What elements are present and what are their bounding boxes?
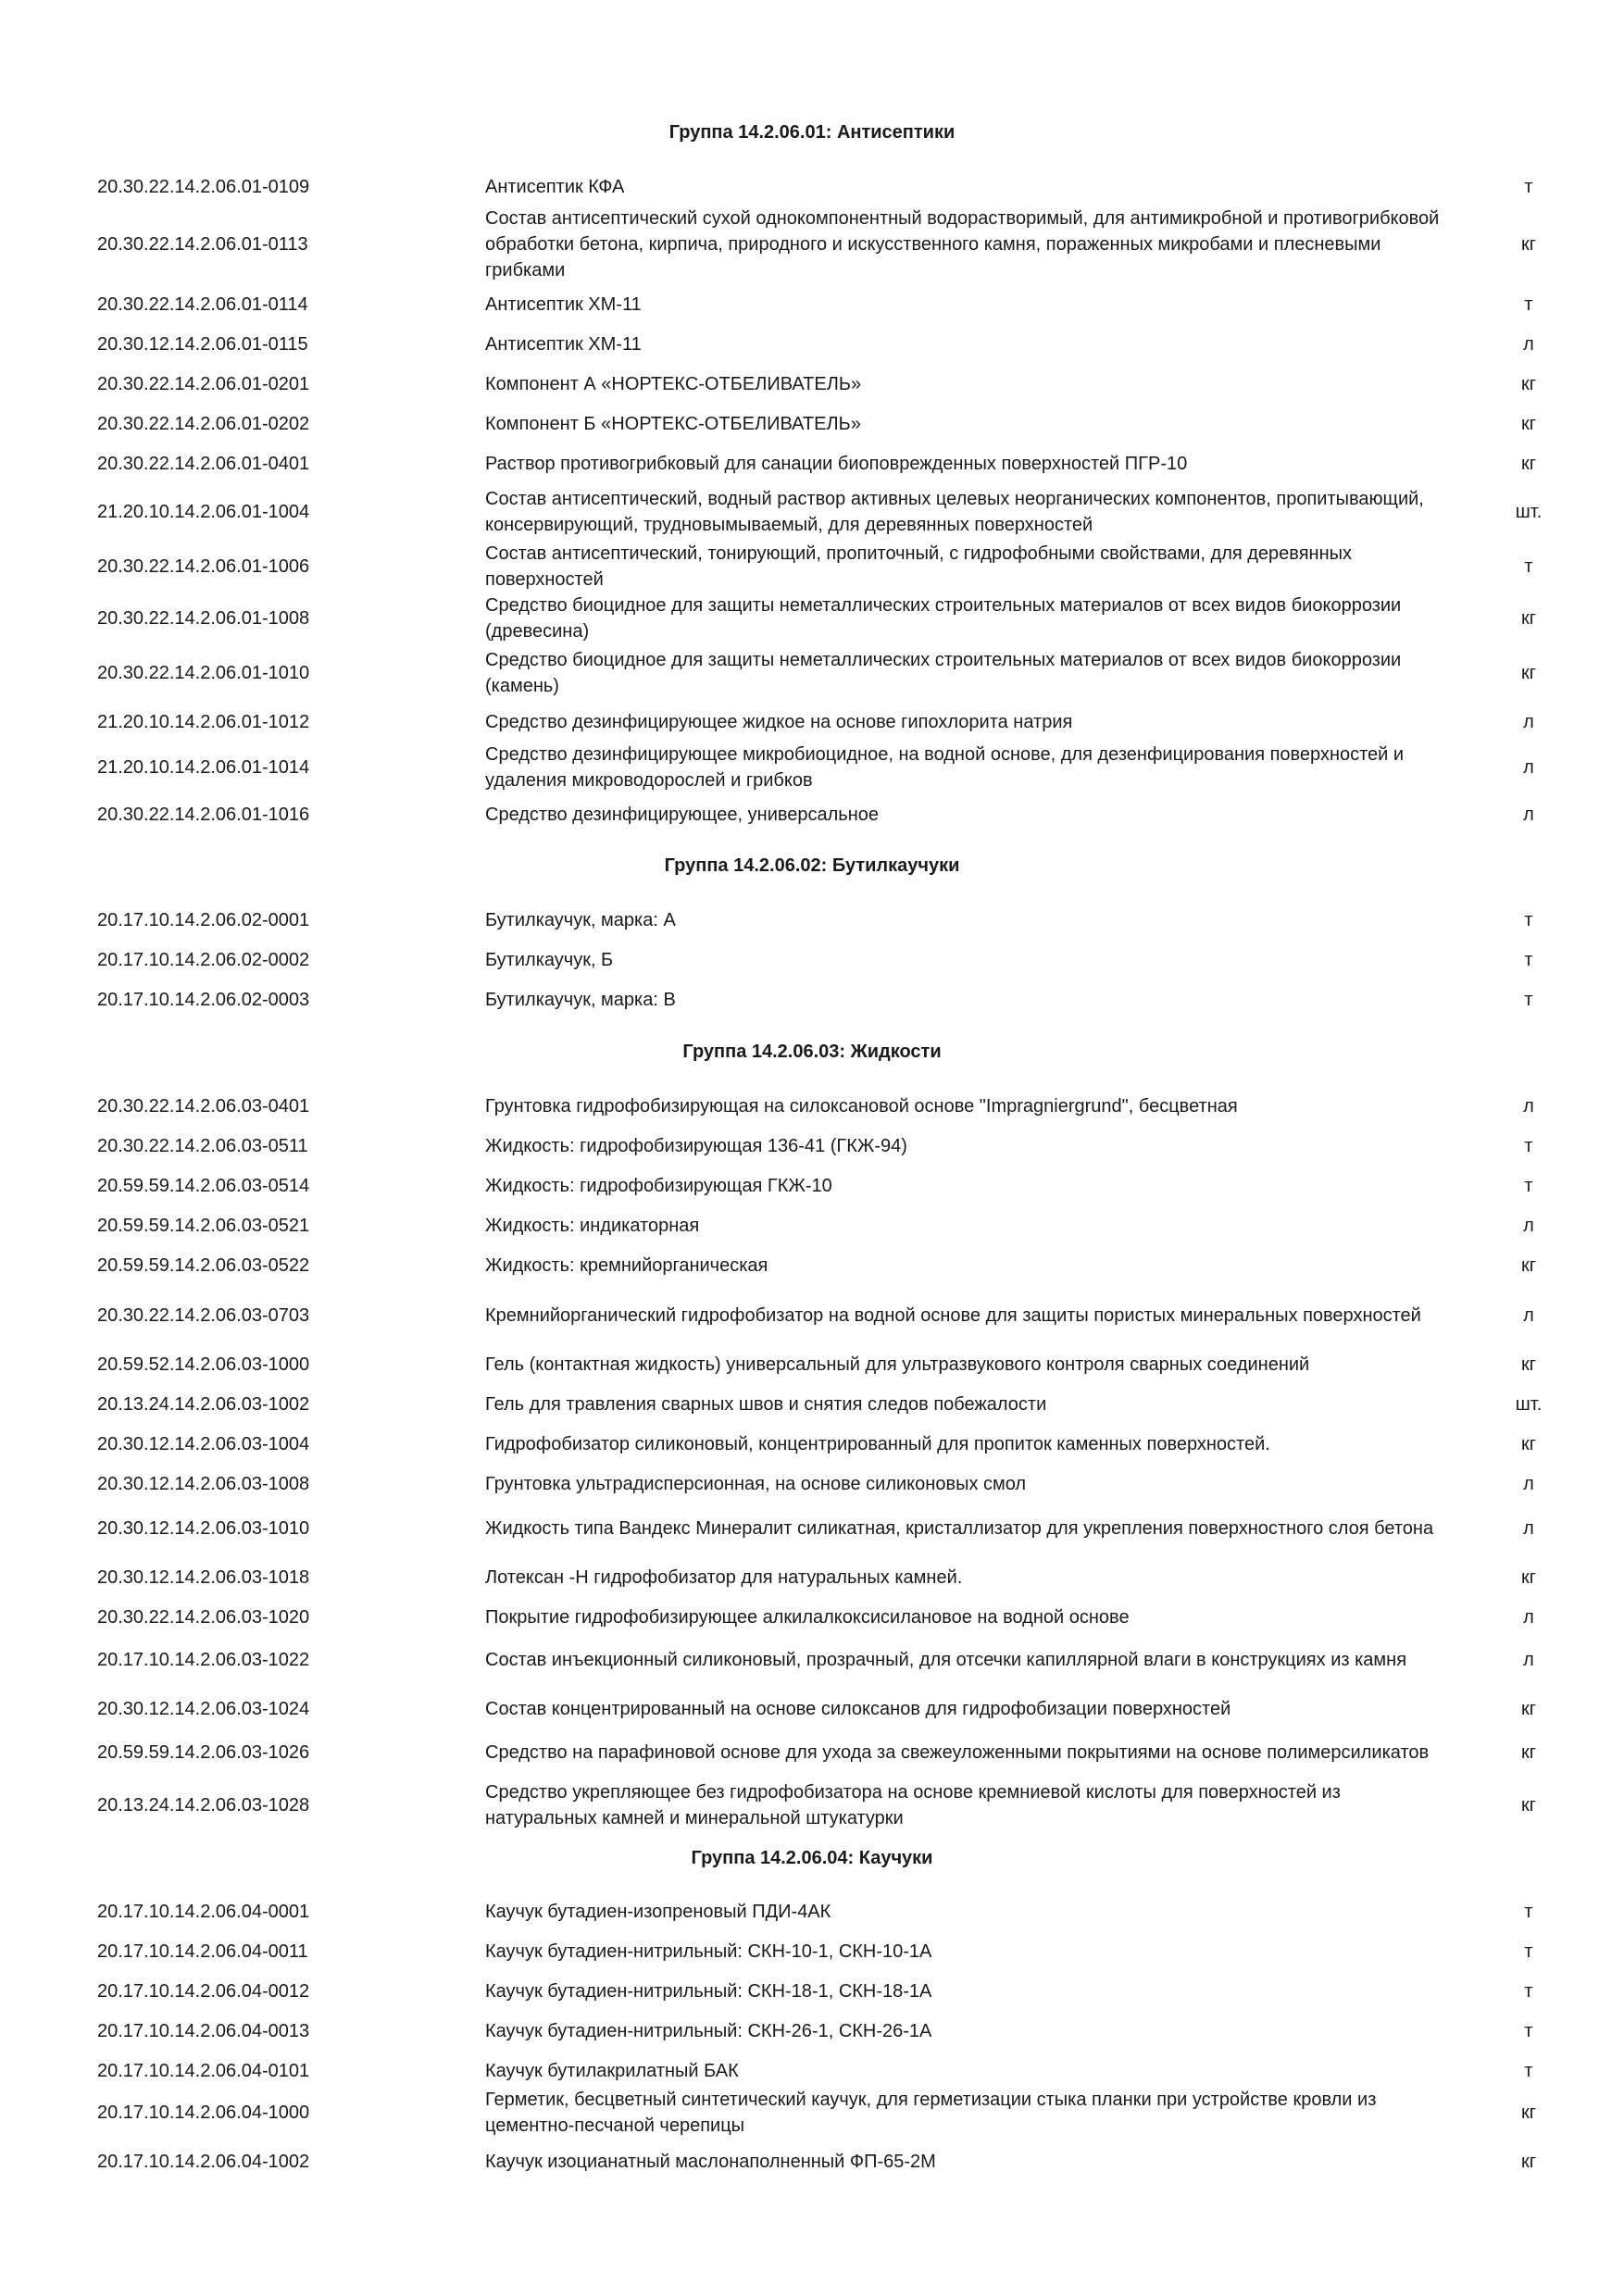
- row-unit: кг: [1520, 2103, 1537, 2123]
- table-row: [0, 1391, 1624, 1417]
- row-unit: т: [1524, 294, 1533, 315]
- row-code: 20.17.10.14.2.06.04-1000: [97, 2103, 310, 2123]
- row-name: Состав инъекционный силиконовый, прозрачный, для отсечки капиллярной влаги в конструкциях из камня: [485, 1650, 1407, 1670]
- table-row: [0, 451, 1624, 477]
- row-unit: кг: [1520, 1567, 1537, 1588]
- row-code: 20.59.59.14.2.06.03-0521: [97, 1216, 310, 1236]
- row-name: Состав антисептический, тонирующий, пропиточный, с гидрофобными свойствами, для деревянных поверхностей: [485, 543, 1352, 590]
- row-name: Каучук бутадиен-нитрильный: СКН-10-1, СКН-10-1А: [485, 1941, 932, 1962]
- row-code: 20.30.22.14.2.06.01-0201: [97, 374, 310, 394]
- row-unit: л: [1523, 757, 1534, 778]
- row-unit: кг: [1520, 1699, 1537, 1719]
- row-unit: кг: [1520, 1795, 1537, 1816]
- row-name: Состав концентрированный на основе силоксанов для гидрофобизации поверхностей: [485, 1699, 1231, 1719]
- row-code: 20.30.12.14.2.06.03-1024: [97, 1699, 310, 1719]
- row-code: 21.20.10.14.2.06.01-1012: [97, 712, 310, 732]
- row-code: 20.17.10.14.2.06.04-0101: [97, 2061, 310, 2081]
- row-name: Жидкость типа Вандекс Минералит силикатная, кристаллизатор для укрепления поверхностного слоя бетона: [485, 1518, 1434, 1539]
- row-name: Средство дезинфицирующее микробиоцидное, на водной основе, для дезенфицирования поверхностей и удаления микроводорослей и грибков: [485, 744, 1405, 791]
- row-code: 20.30.12.14.2.06.03-1004: [97, 1434, 310, 1454]
- row-code: 20.59.59.14.2.06.03-0514: [97, 1176, 310, 1196]
- row-unit: кг: [1520, 1354, 1537, 1375]
- row-code: 21.20.10.14.2.06.01-1004: [97, 502, 310, 522]
- row-name: Компонент Б «НОРТЕКС-ОТБЕЛИВАТЕЛЬ»: [485, 414, 861, 434]
- table-row: [0, 1939, 1624, 1965]
- row-name: Гидрофобизатор силиконовый, концентрированный для пропиток каменных поверхностей.: [485, 1434, 1270, 1454]
- table-row: [0, 802, 1624, 828]
- row-unit: кг: [1520, 2152, 1537, 2172]
- row-name: Компонент А «НОРТЕКС-ОТБЕЛИВАТЕЛЬ»: [485, 374, 862, 394]
- row-unit: т: [1524, 910, 1533, 930]
- row-code: 20.17.10.14.2.06.02-0003: [97, 990, 310, 1010]
- row-code: 20.30.22.14.2.06.01-0401: [97, 454, 310, 474]
- row-name: Антисептик ХМ-11: [485, 334, 642, 355]
- table-row: [0, 331, 1624, 357]
- row-code: 20.13.24.14.2.06.03-1028: [97, 1795, 310, 1816]
- row-code: 20.59.59.14.2.06.03-0522: [97, 1255, 310, 1276]
- row-name: Герметик, бесцветный синтетический каучук, для герметизации стыка планки при устройстве кровли из цементно-песчаной черепицы: [485, 2090, 1377, 2136]
- table-row: [0, 1604, 1624, 1630]
- row-unit: кг: [1520, 234, 1537, 255]
- row-code: 20.59.52.14.2.06.03-1000: [97, 1354, 310, 1375]
- row-name: Состав антисептический сухой однокомпонентный водорастворимый, для антимикробной и противогрибковой обработки бетона, кирпича, природного и искусственного камня, пораженных микробами и плесневыми грибками: [485, 208, 1440, 281]
- row-unit: шт.: [1515, 1394, 1543, 1415]
- row-name: Бутилкаучук, марка: В: [485, 990, 676, 1010]
- row-code: 20.30.22.14.2.06.01-0113: [97, 234, 308, 255]
- row-unit: шт.: [1515, 502, 1543, 522]
- table-row: [0, 1978, 1624, 2004]
- table-row: [0, 1565, 1624, 1591]
- row-unit: т: [1524, 1981, 1533, 2002]
- row-name: Кремнийорганический гидрофобизатор на водной основе для защиты пористых минеральных поверхностей: [485, 1305, 1421, 1326]
- row-name: Каучук бутадиен-нитрильный: СКН-26-1, СКН-26-1А: [485, 2021, 932, 2041]
- row-name: Средство дезинфицирующее, универсальное: [485, 805, 880, 825]
- row-unit: т: [1524, 2061, 1533, 2081]
- row-code: 20.13.24.14.2.06.03-1002: [97, 1394, 310, 1415]
- row-unit: кг: [1520, 608, 1537, 629]
- section-title: Группа 14.2.06.02: Бутилкаучуки: [664, 855, 960, 876]
- row-code: 20.17.10.14.2.06.04-0001: [97, 1902, 310, 1922]
- table-row: [0, 371, 1624, 397]
- row-code: 20.30.22.14.2.06.01-1006: [97, 556, 310, 577]
- table-row: [0, 292, 1624, 318]
- table-row: [0, 1727, 1624, 1778]
- row-code: 20.30.22.14.2.06.01-1016: [97, 805, 310, 825]
- row-unit: кг: [1520, 663, 1537, 683]
- row-name: Средство на парафиновой основе для ухода за свежеуложенными покрытиями на основе полимерсиликатов: [485, 1742, 1430, 1763]
- table-row: [0, 1899, 1624, 1925]
- section-title: Группа 14.2.06.01: Антисептики: [668, 122, 956, 143]
- row-name: Жидкость: гидрофобизирующая ГКЖ-10: [485, 1176, 832, 1196]
- row-unit: л: [1523, 1518, 1534, 1539]
- table-row: [0, 2058, 1624, 2084]
- row-unit: кг: [1520, 1742, 1537, 1763]
- row-name: Антисептик КФА: [485, 177, 625, 197]
- row-code: 20.30.22.14.2.06.01-0202: [97, 414, 310, 434]
- table-row: [0, 1634, 1624, 1686]
- table-row: [0, 742, 1624, 793]
- row-unit: т: [1524, 2021, 1533, 2041]
- row-unit: кг: [1520, 454, 1537, 474]
- table-row: [0, 1352, 1624, 1378]
- row-unit: л: [1523, 1650, 1534, 1670]
- table-row: [0, 1431, 1624, 1457]
- table-row: [0, 2018, 1624, 2044]
- row-code: 20.30.22.14.2.06.03-0401: [97, 1096, 310, 1117]
- row-code: 20.30.12.14.2.06.01-0115: [97, 334, 308, 355]
- row-name: Покрытие гидрофобизирующее алкилалкоксисилановое на водной основе: [485, 1607, 1130, 1628]
- table-row: [0, 987, 1624, 1013]
- row-unit: т: [1524, 1941, 1533, 1962]
- row-name: Гель (контактная жидкость) универсальный для ультразвукового контроля сварных соединений: [485, 1354, 1310, 1375]
- row-code: 20.30.12.14.2.06.03-1018: [97, 1567, 310, 1588]
- row-name: Гель для травления сварных швов и снятия следов побежалости: [485, 1394, 1047, 1415]
- row-code: 20.30.22.14.2.06.01-1008: [97, 608, 310, 629]
- row-code: 20.17.10.14.2.06.04-0013: [97, 2021, 310, 2041]
- row-name: Грунтовка гидрофобизирующая на силоксановой основе "Impragniergrund", бесцветная: [485, 1096, 1238, 1117]
- row-unit: т: [1524, 1176, 1533, 1196]
- table-row: [0, 486, 1624, 538]
- table-row: [0, 647, 1624, 699]
- row-unit: т: [1524, 950, 1533, 970]
- row-unit: л: [1523, 1216, 1534, 1236]
- table-row: [0, 2087, 1624, 2139]
- row-name: Антисептик ХМ-11: [485, 294, 642, 315]
- row-name: Грунтовка ультрадисперсионная, на основе силиконовых смол: [485, 1474, 1027, 1494]
- row-name: Лотексан -Н гидрофобизатор для натуральных камней.: [485, 1567, 963, 1588]
- row-code: 20.17.10.14.2.06.04-0012: [97, 1981, 310, 2002]
- row-code: 20.30.22.14.2.06.03-0511: [97, 1136, 308, 1156]
- section-title: Группа 14.2.06.04: Каучуки: [691, 1848, 933, 1868]
- row-code: 20.17.10.14.2.06.04-0011: [97, 1941, 308, 1962]
- row-unit: л: [1523, 1607, 1534, 1628]
- row-name: Каучук изоцианатный маслонаполненный ФП-65-2М: [485, 2152, 936, 2172]
- table-row: [0, 1290, 1624, 1341]
- row-name: Бутилкаучук, марка: А: [485, 910, 676, 930]
- table-row: [0, 1133, 1624, 1159]
- row-unit: л: [1523, 1474, 1534, 1494]
- row-unit: л: [1523, 805, 1534, 825]
- row-unit: л: [1523, 334, 1534, 355]
- table-row: [0, 593, 1624, 644]
- row-name: Жидкость: индикаторная: [485, 1216, 700, 1236]
- table-row: [0, 1093, 1624, 1119]
- row-unit: кг: [1520, 414, 1537, 434]
- table-row: [0, 1213, 1624, 1239]
- row-code: 20.30.22.14.2.06.03-0703: [97, 1305, 310, 1326]
- row-unit: т: [1524, 556, 1533, 577]
- row-code: 20.30.22.14.2.06.03-1020: [97, 1607, 310, 1628]
- row-unit: кг: [1520, 1434, 1537, 1454]
- row-code: 20.17.10.14.2.06.02-0001: [97, 910, 310, 930]
- row-name: Каучук бутадиен-изопреновый ПДИ-4АК: [485, 1902, 831, 1922]
- table-row: [0, 1471, 1624, 1497]
- table-row: [0, 947, 1624, 973]
- table-row: [0, 1253, 1624, 1279]
- table-row: [0, 1696, 1624, 1722]
- row-unit: т: [1524, 177, 1533, 197]
- table-row: [0, 1779, 1624, 1831]
- row-name: Средство биоцидное для защиты неметаллических строительных материалов от всех видов биокоррозии (древесина): [485, 595, 1402, 642]
- row-name: Жидкость: гидрофобизирующая 136-41 (ГКЖ-94): [485, 1136, 907, 1156]
- row-code: 20.59.59.14.2.06.03-1026: [97, 1742, 310, 1763]
- row-name: Средство дезинфицирующее жидкое на основе гипохлорита натрия: [485, 712, 1073, 732]
- row-unit: т: [1524, 1902, 1533, 1922]
- table-row: [0, 709, 1624, 735]
- row-unit: т: [1524, 990, 1533, 1010]
- row-name: Жидкость: кремнийорганическая: [485, 1255, 768, 1276]
- table-row: [0, 411, 1624, 437]
- row-unit: л: [1523, 712, 1534, 732]
- row-unit: кг: [1520, 1255, 1537, 1276]
- table-row: [0, 907, 1624, 933]
- row-unit: т: [1524, 1136, 1533, 1156]
- row-name: Каучук бутилакрилатный БАК: [485, 2061, 739, 2081]
- section-title: Группа 14.2.06.03: Жидкости: [682, 1042, 942, 1062]
- row-code: 20.17.10.14.2.06.02-0002: [97, 950, 310, 970]
- table-row: [0, 1503, 1624, 1554]
- table-row: [0, 541, 1624, 593]
- row-unit: л: [1523, 1305, 1534, 1326]
- row-code: 20.30.22.14.2.06.01-0114: [97, 294, 308, 315]
- row-code: 20.30.22.14.2.06.01-0109: [97, 177, 310, 197]
- row-name: Бутилкаучук, Б: [485, 950, 614, 970]
- table-row: [0, 1173, 1624, 1199]
- row-name: Каучук бутадиен-нитрильный: СКН-18-1, СКН-18-1А: [485, 1981, 932, 2002]
- row-name: Состав антисептический, водный раствор активных целевых неорганических компонентов, пропитывающий, консервирующий, трудновымываемый, для деревянных поверхностей: [485, 489, 1424, 535]
- table-row: [0, 174, 1624, 200]
- row-code: 20.17.10.14.2.06.04-1002: [97, 2152, 310, 2172]
- row-name: Средство укрепляющее без гидрофобизатора на основе кремниевой кислоты для поверхностей из натуральных камней и минеральной штукатурки: [485, 1782, 1341, 1828]
- table-row: [0, 2149, 1624, 2175]
- row-code: 20.30.12.14.2.06.03-1010: [97, 1518, 310, 1539]
- row-unit: л: [1523, 1096, 1534, 1117]
- row-code: 20.17.10.14.2.06.03-1022: [97, 1650, 310, 1670]
- row-code: 20.30.12.14.2.06.03-1008: [97, 1474, 310, 1494]
- row-code: 21.20.10.14.2.06.01-1014: [97, 757, 310, 778]
- row-code: 20.30.22.14.2.06.01-1010: [97, 663, 310, 683]
- row-name: Раствор противогрибковый для санации биоповрежденных поверхностей ПГР-10: [485, 454, 1188, 474]
- table-row: [0, 206, 1624, 283]
- row-unit: кг: [1520, 374, 1537, 394]
- row-name: Средство биоцидное для защиты неметаллических строительных материалов от всех видов биокоррозии (камень): [485, 650, 1402, 696]
